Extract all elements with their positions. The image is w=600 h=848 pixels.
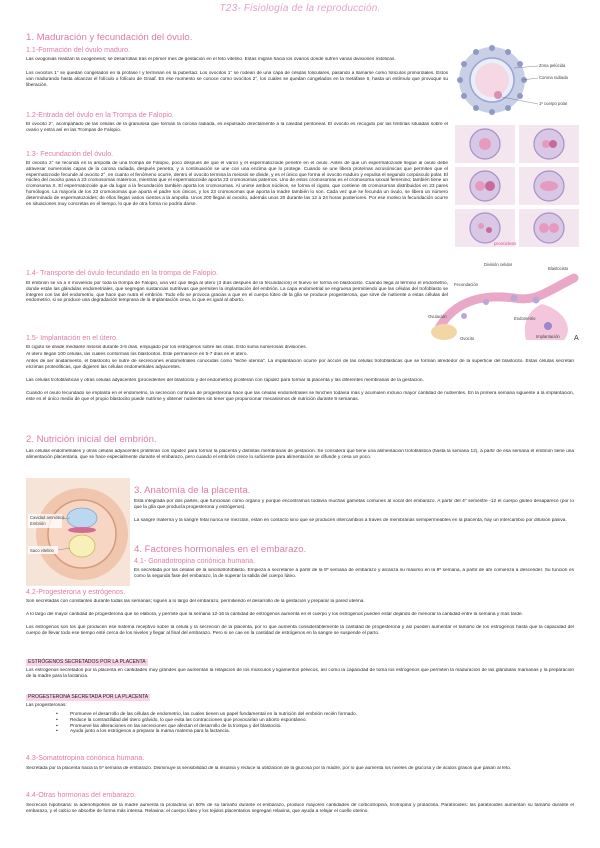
endometrium-label: Endometrio (514, 316, 536, 321)
list-item: ▪ Reduce la contractilidad del útero grávido, lo que evita las contracciones que provocarían un aborto espontáneo. (26, 718, 574, 724)
section-3-heading: 3. Anatomía de la placenta. (134, 485, 251, 496)
section-1-5-paragraph-1: El cigoto se divide mediante mitosis durante 3-5 días, empujado por los estrógenos sobre las cilias. Esto suma numerosas divisiones. (26, 345, 307, 350)
ovocyte-label: Ovocito (460, 336, 475, 341)
oocyte-figure (452, 40, 582, 118)
section-4-1-paragraph: Es secretada por las células de la sincitiotrofoblasto. Empieza a secretarse a partir de la 8ª semana de embarazo y alcanza su máximo en la 8ª semana, a partir de ahí comienza a descender. Su función es como la segunda fase del embarazo, la de superar la salida del cuerpo lúteo. (134, 568, 574, 579)
section-1-5-paragraph-5: Cuando el óvulo fecundado se implanta en el endometrio, la secreción continua de progesterona hace que las células endometriales se hinchen todavía más y acumulen incluso mayor cantidad de nutrientes. En la primera semana siguiente a la implantación, este es el único medio de que el propio blastocito puede nutrirse y obtener nutrientes sin tener que proporcionar mecanismos de nutrición durante 8 semanas. (26, 391, 574, 402)
progesterone-list (26, 712, 574, 735)
embryo-label: Embrión (30, 521, 46, 526)
section-4-1-heading: 4.1- Gonadotropina coriónica humana. (134, 557, 256, 565)
section-1-1-heading: 1.1-Formación del óvulo maduro. (26, 46, 131, 54)
implantation-figure (424, 258, 584, 342)
fertilization-stage-5 (455, 209, 517, 247)
yolk-sac-label: Saco vitelino (30, 548, 54, 553)
zona-pellucida-label: Zona pelúcida (539, 63, 566, 68)
section-1-5-heading: 1.5- Implantación en el útero. (26, 334, 118, 342)
fertilization-stage-6 (519, 209, 579, 247)
amniotic-cavity-label: Cavidad amniótica (30, 515, 65, 520)
section-1-3-paragraph: El ovocito 2° se fecunda en la ampolla de una trompa de Falopio, poco después de que el varón y el espermatozoide penetre en el óvulo. Antes de que un espermatozoide llegue al óvulo debe atravesar numerosas capas de la corona radiada, después penetra, y a continuación se une con una enzima que lo protege. Cuando se une libera proteínas acrosómicas que permiten que el espermatozoide fecunde al ovocito 2°, en cuanto el fenómeno ocurre, dentro el ovocito termina la meiosis se divide, y es el único que forma el ovocito maduro y expulsa el segundo corpúsculo polar. El núcleo del ovocito pasa a 23 cromosomas maternos, mientras que el espermatozoide aporta 23 cromosomas paternos. Uno de estos cromosomas es el cromosoma sexual femenino; también tiene un cromosoma X. El espermatozoide que da lugar a la fecundación también aporta los cromosomas. Al unirse ambos núcleos, se forma el cigoto, que contiene 46 cromosomas distribuidos en 23 pares homólogos. La mayoría de los 23 cromosomas que aporta el padre son únicos, y los 23 cromosomas que aporta la madre también lo son. Cada vez que se fecunda un óvulo, se libera un número determinado de espermatozoides; de ellos llegan varios cientos a la ampolla. Unos 200 llegan al ovocito, además unos 20 durante las 12 a 24 horas posteriores. Por ese motivo la fecundación ocurre en situaciones muy concretas en el tiempo, lo que de otra forma no podría darse. (26, 161, 448, 207)
section-4-2-paragraph-5: Las progesteronas: (26, 703, 67, 708)
section-1-4-heading: 1.4- Transporte del óvulo fecundado en la trompa de Falopio. (26, 269, 219, 277)
section-1-5-paragraph-4: Las células trofoblásticas y otras células adyacentes (procedentes del blastocito y del endometrio) proliferan con rapidez para formar la placenta y las diferentes membranas de la gestación. (26, 378, 424, 383)
list-item: ▪ Ayuda junto a los estrógenos a preparar la mama materna para la lactancia. (26, 729, 574, 735)
corona-radiata-label: Corona radiada (539, 75, 568, 80)
section-4-4-heading: 4.4-Otras hormonas del embarazo. (26, 791, 137, 799)
ovary-shape (431, 324, 457, 340)
section-1-5-paragraph-2: Al útero llegan 100 células, las cuales conforman los blastocitos. Este permanece en 5-7 días en el útero. (26, 352, 248, 357)
section-4-2-paragraph-2: A lo largo del mayor cantidad de progesterona que se elabora, y permite que la semana 12-16 la cantidad de estrógenos aumenta en el cuerpo y los estrógenos pueden estar dejando de menorar la cantidad entre la semana y más tarde. (26, 612, 523, 617)
fertilization-stage-4 (519, 167, 579, 205)
section-3-paragraph-1: Está integrada por dos partes, que funcionan como órgano y porque encontramos todavía muchas gametas comunes al vocal del embarazo. A partir del 4º semestre -12 el cuerpo glúteo desaparece (por lo que la glía que producía progesterona y estrógenos). (134, 499, 574, 510)
fertilization-label: Fecundación (454, 282, 478, 287)
pronuclei-label: pronúcleos (494, 241, 517, 246)
list-item: ▪ Promueve las alteraciones en las secreciones que afectan el desarrollo de la trompa y del blastocito. (26, 724, 574, 730)
yolk-sac-shape (69, 535, 95, 557)
fertilization-stage-3 (455, 167, 515, 205)
section-4-2-paragraph-1: Son secretadas con constantes durante todas las semanas; siguen a lo largo del embarazo, permitiendo el desarrollo de la gestación y preparar la pared uterina. (26, 599, 365, 604)
section-4-3-paragraph: Secretada por la placenta hacia la 5ª semana de embarazo. Disminuye la sensibilidad de la insulina y reduce la utilización de la glucosa por la madre, por lo que aumenta los niveles de glucosa y de ácidos grasos que pasan al feto. (26, 766, 512, 771)
section-4-3-heading: 4.3-Somatotropina coriónica humana. (26, 754, 145, 762)
ooplasm-shape (475, 63, 509, 97)
section-4-2-paragraph-3: Los estrógenos son los que producen ese sistema receptivo sobre la célula y la secreción de la placenta, por lo que aumenta considerablemente la cantidad de progesterona y así pueden aumentar el tamaño de los estrógenos hasta que la capacidad del cuerpo de llevar todo ese tiempo esté cerca de los niveles y llegar al final del embarazo. Pero si se cae en la cantidad de estrógenos en la sangre se suspende el parto. (26, 625, 574, 636)
section-4-heading: 4. Factores hormonales en el embarazo. (134, 544, 307, 555)
section-3-paragraph-2: La sangre materna y la sangre fetal nunca se mezclan, están en contacto sino que se producen intercambios a través de membranas semipermeables en la placenta, hay un intercambio por difusión pasiva. (134, 518, 567, 523)
section-1-heading: 1. Maduración y fecundación del óvulo. (26, 32, 193, 43)
fertilization-stage-1 (455, 125, 515, 163)
section-1-5-paragraph-3: Antes de ser anidamiento, el blastocito se nutre de secreciones endometriales conocidas como “leche uterina”. La implantación ocurre por acción de las células trofoblásticas que se forman alrededor de la superficie del blastocito. Estas células secretan enzimas proteolíticas, que digieren las células endometriales adyacentes. (26, 359, 574, 370)
section-1-3-heading: 1.3- Fecundación del óvulo. (26, 150, 114, 158)
section-2-paragraph: Las células endometriales y otras células adyacentes proliferan con rapidez para formar la placenta y distintas membranas de gestación. Se considera que tiene una alimentación trofoblástica (hasta la semana 12), a partir de esa semana el embrión tiene una alimentación placentaria, que se hace especialmente durante el embarazo, pero cuando el embrión crece lo suficiente para alimentación se difunde y cesa un poco. (26, 449, 574, 460)
figure-letter-label: A (574, 335, 579, 342)
embryo-figure (26, 478, 130, 586)
estrogens-placenta-highlight: ESTRÓGENOS SECRETADOS POR LA PLACENTA (28, 659, 146, 665)
section-1-4-paragraph: El embrión se va a ir moviendo por toda la trompa de Falopio, una vez que llega al útero (3 días después de la fecundación) el huevo se forma en blastocisto. Cuando llega al término el endometrio, donde están las glándulas endometriales, que segregan sustancias nutritivas que permiten la implantación del embrión. La capa endometrial se engruesa permitiendo que las células del trofoblasto se integren con las del endometrio, que hace que nutra el embrión. Todo ello se provoca gracias a que en el cuerpo lúteo de la glía se produce progesterona, que sirve de nutriente a estas células del endometrio, si se produce una degradación temprana de la implantación cesa, lo que es igual al aborto. (26, 281, 448, 304)
section-4-2-heading: 4.2-Progesterona y estrógenos. (26, 588, 126, 596)
blastocyst-label: Blastocisto (548, 266, 569, 271)
section-2-heading: 2. Nutrición inicial del embrión. (26, 434, 157, 445)
section-1-1-paragraph-2: Los ovocitos 1° se quedan congelados en la profase I y terminan en la pubertad. Los ovocitos 1° se rodean de una capa de células foliculares, pasando a llamarse como folículos primordiales. Estos van madurando hasta alcanzar el folículo o folículo de Graaf. En ese momento se conoce como ovocitos 2°, los cuales se quedan congelados en la metafase II, hasta un estímulo que provoque su liberación. (26, 71, 448, 88)
section-1-2-paragraph: El ovocito 2°, acompañado de las células de la granulosa que forman la corona radiada, es expulsado directamente a la cavidad peritoneal. El ovocito es recogido por las fimbrias situadas sobre el ovario y entra así en las Trompas de Falopio. (26, 122, 448, 133)
polar-body-label: 1º cuerpo polar (539, 101, 568, 106)
progesterone-placenta-highlight: PROGESTERONA SECRETADA POR LA PLACENTA (28, 694, 149, 700)
implantation-label: Implantación (536, 334, 560, 339)
ovulation-label: Ovulación (428, 314, 447, 319)
section-4-2-paragraph-4: Los estrógenos secretados por la placenta en cantidades muy grandes que aumentan la relajación de los músculos y ligamentos pélvicos, así como la capacidad de toma los estrógenos que permiten la maduración de las glándulas mamarias y la preparación de la madre para la lactancia. (26, 668, 574, 679)
amniotic-cavity-shape (67, 508, 97, 528)
fertilization-figure (452, 122, 582, 250)
embryonic-disc-shape (68, 527, 96, 533)
polar-body-shape (494, 91, 502, 99)
section-4-4-paragraph: Secreción hipofisaria: la adenohipófisis de la madre aumenta la prolactina un 50% de su tamaño durante el embarazo, produce mayores cantidades de corticotropina, tirotropina y prolactina. Paratiroides: las paratiroides aumentan su tamaño durante el embarazo, y el calcio se absorbe de forma más intensa. Relaxina: el cuerpo lúteo y los tejidos placentarios segregan relaxina, que ayuda a relajar el cuello uterino. (26, 803, 574, 814)
page-title: T23- Fisiología de la reproducción. (219, 3, 381, 14)
section-1-1-paragraph-1: Las ovogonias realizan la ovogénesis; se desarrollan tras el primer mes de gestación en el feto vitelino. Estas migran hacia los ovarios donde sufren varias divisiones mitóticas. (26, 57, 396, 62)
section-1-2-heading: 1.2-Entrada del óvulo en la Trompa de Falopio. (26, 111, 174, 119)
list-item: ▪ Promueve el desarrollo de las células de endometrio, las cuales tienen un papel fundamental en la nutrición del embrión recién formado. (26, 712, 574, 718)
cell-division-label: División celular (484, 262, 513, 267)
fertilization-stage-2 (519, 125, 579, 163)
